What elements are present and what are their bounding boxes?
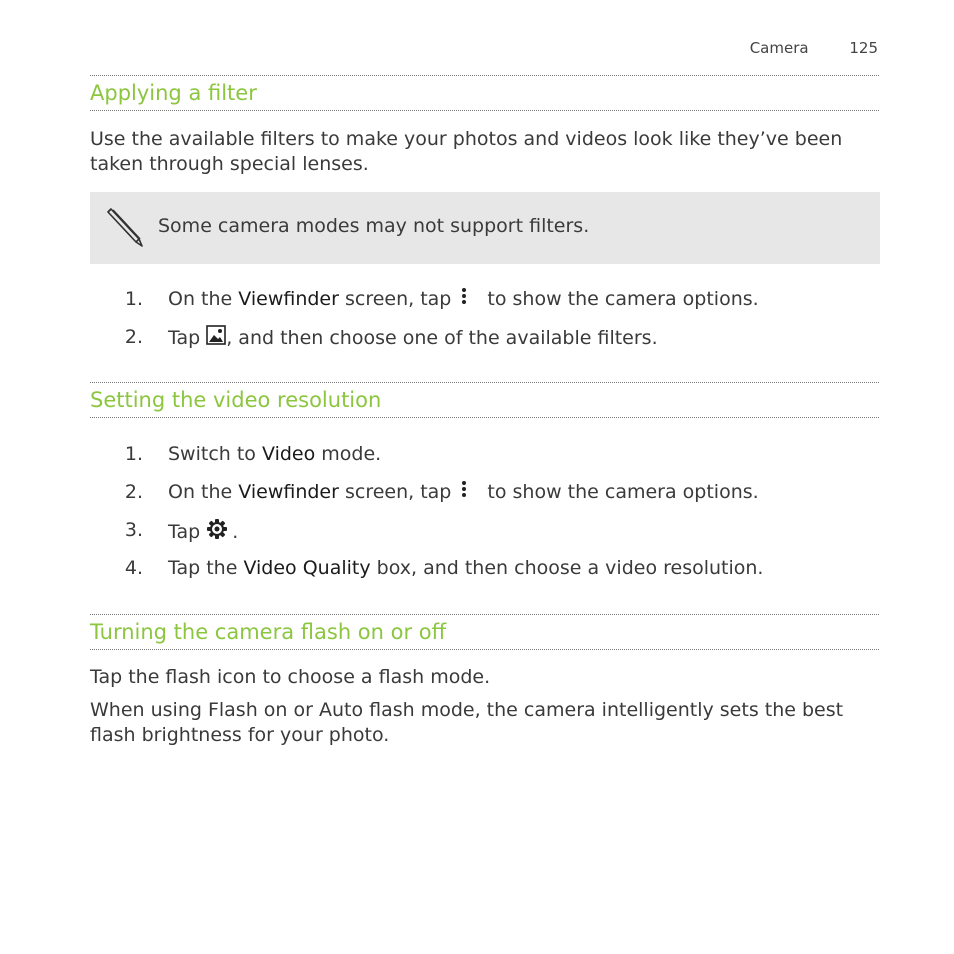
pencil-icon [104, 206, 144, 252]
more-vertical-icon [461, 480, 467, 505]
step-text: On the [168, 481, 239, 503]
step-text: Tap [168, 521, 207, 543]
step-text: to show the camera options. [481, 481, 759, 503]
note-text: Some camera modes may not support filters. [158, 215, 590, 237]
filter-intro: Use the available filters to make your photos and videos look like they’ve been taken through special lenses. [90, 128, 843, 175]
step-text: box, and then choose a video resolution. [370, 557, 764, 579]
flash-paragraph-1: Tap the flash icon to choose a flash mode. [90, 666, 491, 688]
image-icon [206, 325, 226, 352]
step-text: On the [168, 288, 239, 310]
step-number: 4. [124, 557, 143, 579]
step-text: to show the camera options. [481, 288, 759, 310]
section-title-video: Setting the video resolution [90, 382, 879, 418]
step-text: Tap the [168, 557, 244, 579]
header-section: Camera [749, 39, 809, 57]
more-vertical-icon [461, 287, 467, 312]
step-number: 1. [124, 443, 143, 465]
step-number: 1. [124, 288, 143, 310]
ui-term-viewfinder: Viewfinder [238, 288, 339, 310]
ui-term-video: Video [261, 443, 316, 465]
step-text: Switch to [168, 443, 262, 465]
step-text: screen, tap [338, 288, 452, 310]
step-text: Tap [168, 327, 207, 349]
gear-icon [206, 518, 228, 547]
ui-term-video-quality: Video Quality [243, 557, 371, 579]
step-text: screen, tap [338, 481, 452, 503]
running-header [750, 39, 878, 57]
section-title-flash: Turning the camera flash on or off [90, 614, 879, 650]
step-number: 2. [124, 326, 143, 348]
page-number: 125 [849, 39, 878, 57]
ui-term-viewfinder: Viewfinder [238, 481, 339, 503]
step-text: . [232, 521, 239, 543]
step-number: 2. [124, 481, 143, 503]
section-title-filter: Applying a filter [90, 75, 879, 111]
step-text: mode. [315, 443, 382, 465]
step-number: 3. [124, 519, 143, 541]
note-box [90, 192, 880, 264]
step-text: , and then choose one of the available filters. [226, 327, 658, 349]
flash-paragraph-2: When using Flash on or Auto flash mode, the camera intelligently sets the best flash brightness for your photo. [90, 699, 844, 746]
